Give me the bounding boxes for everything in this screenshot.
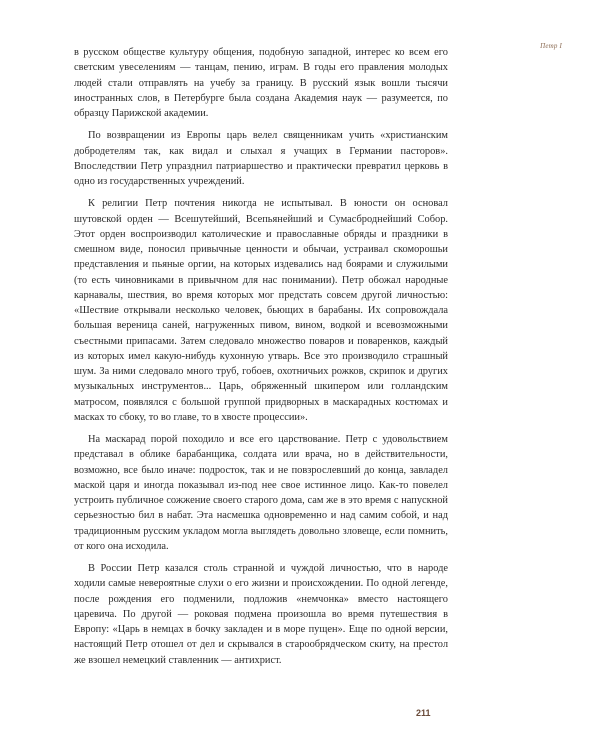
running-head: Петр I [540,42,562,50]
page-number: 211 [416,708,431,718]
paragraph-2: По возвращении из Европы царь велел священникам учить «христианским добродетелям так, как видал и слыхал я учащих в Германии пасторов». Впоследствии Петр упразднил патриаршество и практически превратил церковь в одно из государственных учреждений. [74,130,448,187]
paragraph-1: в русском обществе культуру общения, подобную западной, интерес ко всем его светским увеселениям — танцам, пению, играм. В годы его правления молодых людей стали отправлять на учебу за границу. В русский язык вошли тысячи иностранных слов, в Петербурге была создана Академия наук — разумеется, по образцу Парижской академии. [74,47,448,119]
body-text [74,45,448,675]
paragraph-4: На маскарад порой походило и все его царствование. Петр с удовольствием представал в облике барабанщика, солдата или врача, но в действительности, возможно, все было иначе: подросток, так и не повзрослевший до конца, завладел маской царя и иногда показывал из-под нее свое истинное лицо. Как-то повелел устроить публичное сожжение своего старого дома, сам же в это время с напускной серьезностью бил в набат. Эта насмешка одновременно и над самим собой, и над традиционным русским укладом могла выглядеть довольно зловеще, если помнить, от кого она исходила. [74,434,448,552]
paragraph-3: К религии Петр почтения никогда не испытывал. В юности он основал шутовской орден — Всешутейший, Всепьянейший и Сумасброднейший Собор. Этот орден воспроизводил католические и православные обряды и праздники в смешном виде, поносил привычные ценности и обычаи, устраивал скоморошьи представления и пьяные оргии, на которых издевались над боярами и служилыми (то есть чиновниками в привычном для нас понимании). Петр обожал народные карнавалы, шествия, во время которых мог предстать совсем другой личностью: «Шествие открывали несколько человек, бьющих в барабаны. Их сопровождала большая вереница саней, нагруженных пивом, вином, водкой и всевозможными съестными припасами. Затем следовало множество поваров и поваренков, каждый из которых имел какую-нибудь кухонную утварь. Все это производило страшный шум. За ними следовало много труб, гобоев, охотничьих рожков, скрипок и других музыкальных инструментов... Царь, обряженный шкипером или голландским матросом, появлялся с большой группой придворных в маскарадных костюмах и масках то сбоку, то во главе, то в хвосте процессии». [74,198,448,423]
paragraph-5: В России Петр казался столь странной и чуждой личностью, что в народе ходили самые невероятные слухи о его жизни и происхождении. По одной легенде, после рождения его подменили, подложив «немчонка» вместо настоящего царевича. По другой — роковая подмена произошла во время путешествия в Европу: «Царь в немцах в бочку закладен и в море пущен». Еще по одной версии, настоящий Петр отошел от дел и скрывался в старообрядческом скиту, на престол же взошел немецкий ставленник — антихрист. [74,563,448,666]
